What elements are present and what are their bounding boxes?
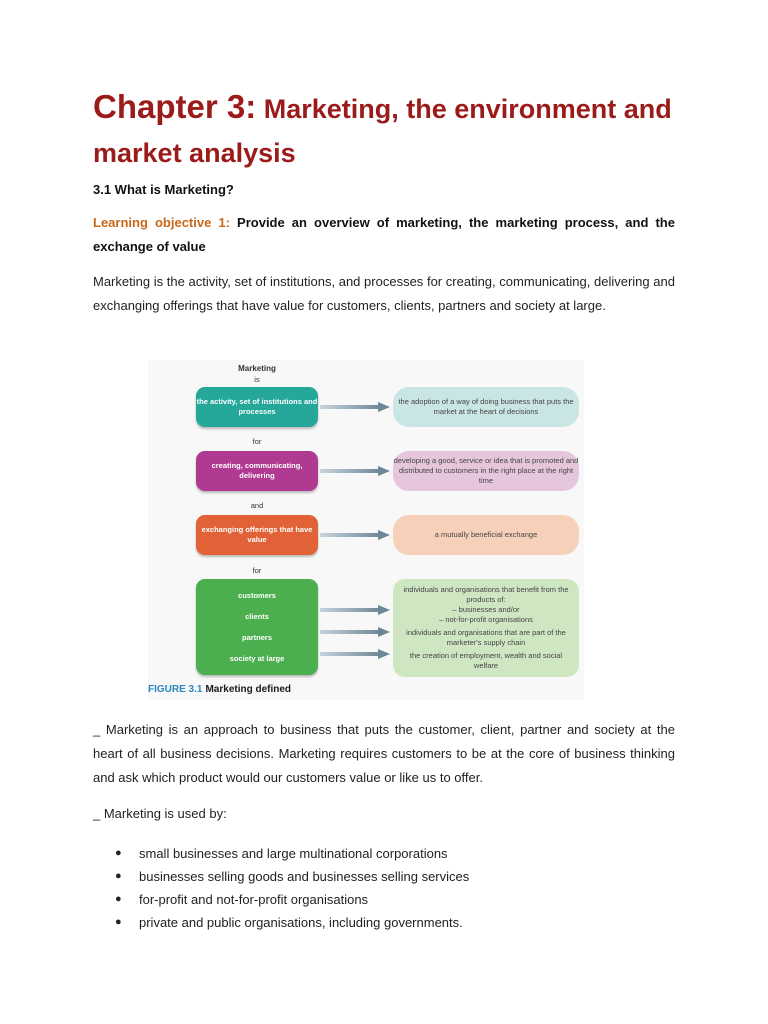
figure-box-adoption: the adoption of a way of doing business that puts the market at the heart of decisions [393, 387, 579, 427]
intro-paragraph: Marketing is the activity, set of institutions, and processes for creating, communicating, delivering and exchanging offerings that have value for customers, clients, partners and society at large. [93, 274, 675, 313]
list-item: ● businesses selling goods and businesses selling services [115, 869, 470, 884]
figure-box-activity: the activity, set of institutions and processes [196, 387, 318, 427]
list-item: ● for-profit and not-for-profit organisations [115, 892, 369, 907]
arrow-right-icon [320, 627, 390, 637]
arrow-right-icon [320, 402, 390, 412]
figure-box-exchanging: exchanging offerings that have value [196, 515, 318, 555]
learning-objective-label: Learning objective 1: [93, 215, 230, 230]
figure-connector-for: for [252, 566, 262, 575]
arrow-right-icon [320, 649, 390, 659]
figure-box-mutual-exchange: a mutually beneficial exchange [393, 515, 579, 555]
figure-item-partners: partners [241, 632, 272, 642]
figure-caption-number: FIGURE 3.1 [148, 684, 203, 695]
figure-is-label: is [254, 375, 260, 384]
chapter-title [93, 86, 683, 174]
figure-top-label: Marketing [238, 364, 276, 373]
figure-box-beneficiaries: individuals and organisations that benefit from the products of: – businesses and/or – not-for-profit organisations individuals and organisations that are part of the marketer's supply chain the creation of employment, wealth and social welfare [393, 579, 579, 677]
arrow-right-icon [320, 605, 390, 615]
figure-caption [148, 684, 291, 695]
figure-box-creating: creating, communicating, delivering [196, 451, 318, 491]
figure-item-clients: clients [245, 611, 269, 621]
figure-box-stakeholders [196, 579, 318, 675]
section-heading: 3.1 What is Marketing? [93, 182, 234, 197]
list-item: ● small businesses and large multinational corporations [115, 846, 448, 861]
chapter-name: Marketing, the environment and market analysis [93, 94, 672, 168]
chapter-number: Chapter 3: [93, 88, 257, 125]
list-item: ● private and public organisations, including governments. [115, 915, 463, 930]
figure-connector-for: for [252, 437, 262, 446]
paragraph-used-by: _ Marketing is used by: [93, 806, 227, 821]
figure-item-society: society at large [229, 653, 285, 663]
figure-connector-and: and [250, 501, 264, 510]
arrow-right-icon [320, 530, 390, 540]
learning-objective [93, 211, 675, 259]
learning-objective-text: Provide an overview of marketing, the marketing process, and the exchange of value [93, 215, 675, 254]
marketing-defined-figure [148, 360, 584, 700]
figure-box-developing: developing a good, service or idea that is promoted and distributed to customers in the right place at the right time [393, 451, 579, 491]
used-by-list [93, 842, 469, 934]
paragraph-approach: _ Marketing is an approach to business that puts the customer, client, partner and society at the heart of all business decisions. Marketing requires customers to be at the core of business thinking and ask which product would our customers value or like us to offer. [93, 722, 675, 785]
figure-caption-text: Marketing defined [205, 684, 292, 695]
figure-item-customers: customers [238, 590, 276, 600]
arrow-right-icon [320, 466, 390, 476]
